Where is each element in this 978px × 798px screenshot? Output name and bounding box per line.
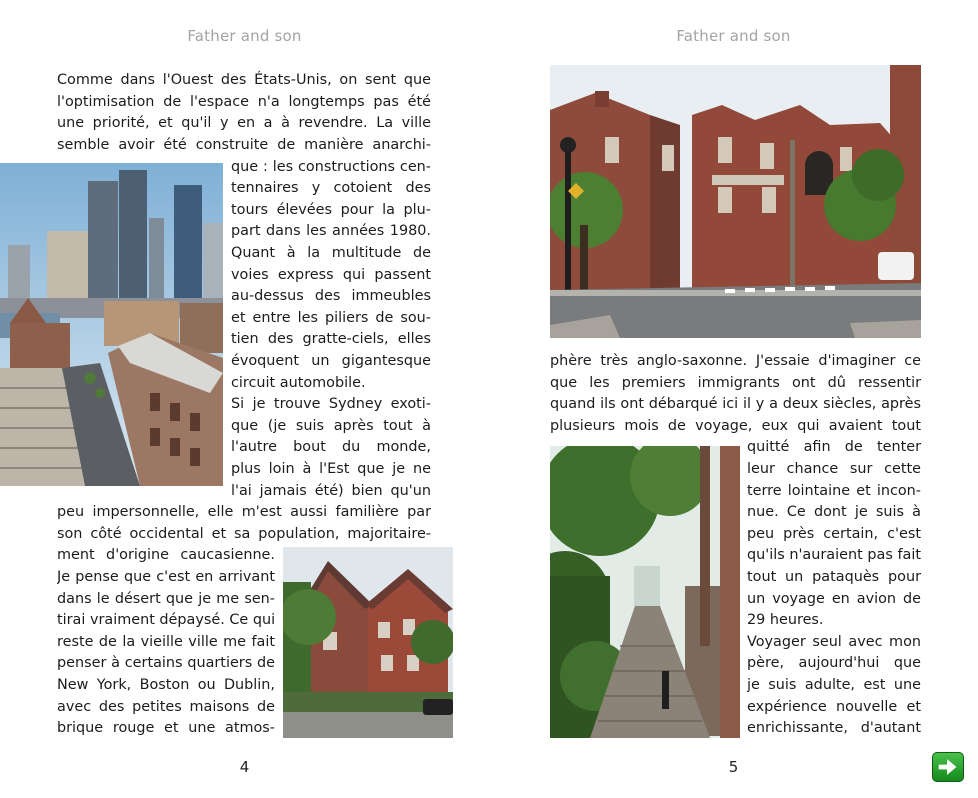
text-line: plus loin à l'Est que je ne — [231, 461, 431, 477]
text-line: que les premiers immigrants ont dû ressentir — [550, 375, 921, 391]
text-line: leur chance sur cette — [747, 461, 921, 477]
text-line: nue. Ce dont je suis à — [747, 504, 921, 520]
text-line: l'ai jamais été) bien qu'un — [231, 483, 431, 499]
running-head: Father and son — [676, 27, 791, 45]
text-line: penser à certains quartiers de — [57, 655, 275, 671]
text-line: je suis adulte, est une — [747, 677, 921, 693]
page-number: 5 — [728, 758, 739, 776]
photo-brick-houses — [283, 547, 453, 738]
right-page — [489, 0, 978, 798]
text-line: reste de la vieille ville me fait — [57, 634, 275, 650]
text-line: quitté afin de tenter — [747, 439, 921, 455]
text-line: tirai vraiment dépaysé. Ce qui — [57, 612, 275, 628]
text-line: tout un pataquès pour — [747, 569, 921, 585]
text-line: 29 heures. — [747, 612, 824, 628]
text-line: l'optimisation de l'espace n'a longtemps pas été — [57, 94, 431, 110]
text-line: tien des gratte-ciels, elles — [231, 331, 431, 347]
text-line: tennaires y cotoient des — [231, 180, 431, 196]
text-line: circuit automobile. — [231, 375, 366, 391]
text-line: plusieurs mois de voyage, eux qui avaient tout — [550, 418, 921, 434]
text-line: père, aujourd'hui que — [747, 655, 921, 671]
text-line: et entre les piliers de sou- — [231, 310, 431, 326]
text-line: qu'ils n'auraient pas fait — [747, 547, 921, 563]
text-line: évoquent un gigantesque — [231, 353, 431, 369]
text-line: terre lointaine et incon- — [747, 483, 921, 499]
text-line: au-dessus des immeubles — [231, 288, 431, 304]
text-line: l'autre bout du monde, — [231, 439, 431, 455]
text-line: expérience nouvelle et — [747, 699, 921, 715]
page-number: 4 — [239, 758, 250, 776]
photo-sydney-skyline — [0, 163, 223, 486]
text-line: dans le désert que je me sen- — [57, 591, 275, 607]
text-line: part dans les années 1980. — [231, 223, 431, 239]
text-line: que (je suis après tout à — [231, 418, 431, 434]
text-line: Quant à la multitude de — [231, 245, 431, 261]
text-line: peu près certain, c'est — [747, 526, 921, 542]
text-line: que : les constructions cen- — [231, 159, 431, 175]
text-line: voies express qui passent — [231, 267, 431, 283]
text-line: Je pense que c'est en arrivant — [57, 569, 275, 585]
arrow-right-icon — [933, 753, 963, 781]
text-line: ment d'origine caucasienne. — [57, 547, 275, 563]
photo-alley — [550, 446, 740, 738]
text-line: une priorité, et qu'il y en a à revendre. La ville — [57, 115, 431, 131]
text-line: peu impersonnelle, elle m'est aussi familière par — [57, 504, 431, 520]
text-line: Comme dans l'Ouest des États-Unis, on sent que — [57, 72, 431, 88]
text-line: Si je trouve Sydney exoti- — [231, 396, 431, 412]
text-line: brique rouge et une atmos- — [57, 720, 275, 736]
running-head: Father and son — [187, 27, 302, 45]
photo-brick-buildings-street — [550, 65, 921, 338]
text-line: son côté occidental et sa population, majoritaire- — [57, 526, 431, 542]
text-line: semble avoir été construite de manière anarchi- — [57, 137, 431, 153]
text-line: enrichissante, d'autant — [747, 720, 921, 736]
text-line: phère très anglo-saxonne. J'essaie d'imaginer ce — [550, 353, 921, 369]
text-line: quand ils ont débarqué ici il y a deux siècles, après — [550, 396, 921, 412]
text-line: tours élevées pour la plu- — [231, 202, 431, 218]
text-line: un voyage en avion de — [747, 591, 921, 607]
next-page-button[interactable] — [932, 752, 964, 782]
text-line: Voyager seul avec mon — [747, 634, 921, 650]
text-line: New York, Boston ou Dublin, — [57, 677, 275, 693]
text-line: avec des petites maisons de — [57, 699, 275, 715]
